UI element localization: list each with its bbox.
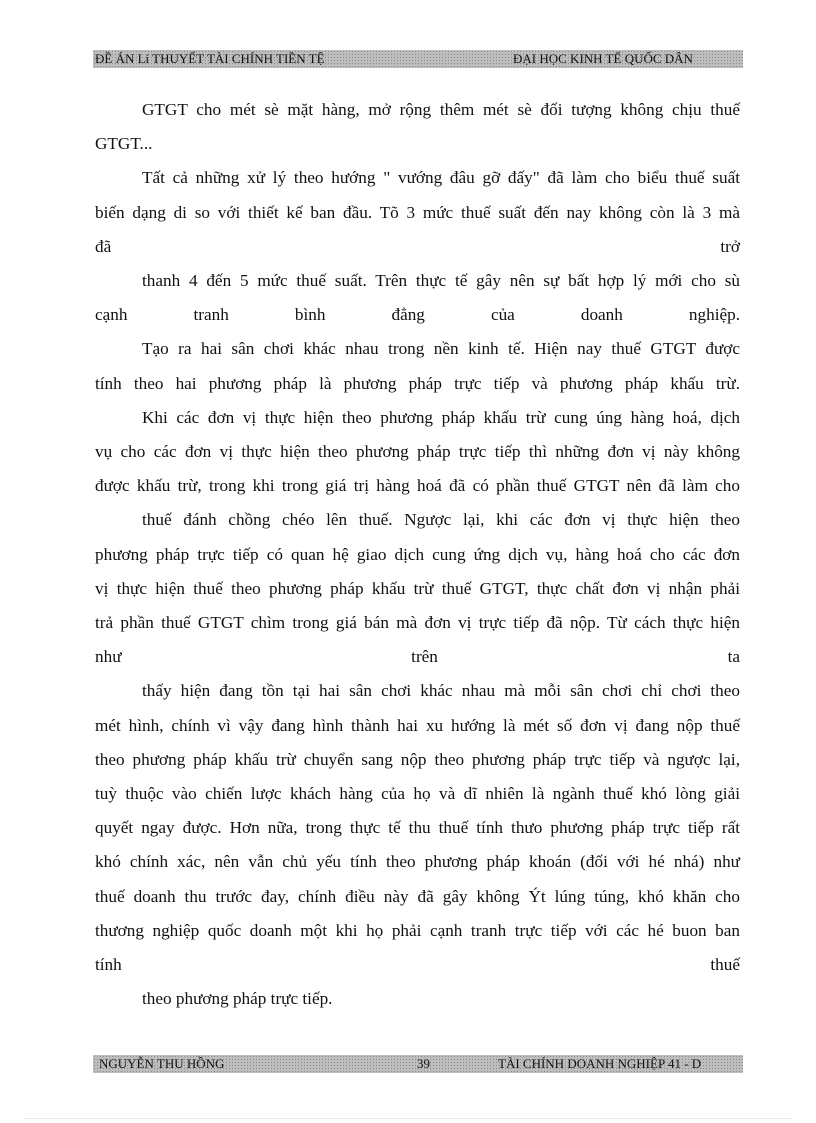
footer-author: NGUYỄN THU HỒNG bbox=[99, 1056, 225, 1071]
text-line: thương nghiệp quốc doanh một khi họ phải cạnh tranh trực tiếp với các hé buon ban bbox=[95, 920, 740, 940]
text-line: phương pháp trực tiếp có quan hệ giao dịch cung ứng dịch vụ, hàng hoá cho các đơn bbox=[95, 544, 740, 564]
text-line: GTGT... bbox=[95, 134, 153, 154]
text-line: theo phương pháp khấu trừ chuyển sang nộp theo phương pháp trực tiếp và ngược lại, bbox=[95, 749, 740, 769]
text-line: đã trở bbox=[95, 236, 740, 256]
page-edge bbox=[25, 1118, 791, 1119]
text-line: Khi các đơn vị thực hiện theo phương pháp khấu trừ cung úng hàng hoá, dịch bbox=[142, 407, 740, 427]
header-document-title: ĐỀ ÁN Lí THUYẾT TÀI CHÍNH TIỀN TỆ bbox=[95, 51, 325, 66]
text-line: biến dạng di so với thiết kế ban đầu. Tõ 3 mức thuế suất đến nay không còn là 3 mà bbox=[95, 202, 740, 222]
text-line: khó chính xác, nên vẫn chủ yếu tính theo phương pháp khoán (đối với hé nhá) như bbox=[95, 852, 740, 872]
text-line: vụ cho các đơn vị thực hiện theo phương pháp trực tiếp thì những đơn vị này không bbox=[95, 442, 740, 461]
text-line: quyết ngay được. Hơn nữa, trong thực tế thu thuế tính thưo phương pháp trực tiếp rất bbox=[95, 818, 740, 838]
text-line: Tạo ra hai sân chơi khác nhau trong nền kinh tế. Hiện nay thuế GTGT được bbox=[142, 339, 740, 359]
text-line: thấy hiện đang tồn tại hai sân chơi khác nhau mà mỗi sân chơi chỉ chơi theo bbox=[142, 681, 740, 701]
text-line: cạnh tranh bình đẳng của doanh nghiệp. bbox=[95, 305, 740, 325]
text-line: mét hình, chính vì vậy đang hình thành hai xu hướng là mét số đơn vị đang nộp thuế bbox=[95, 715, 740, 735]
footer-class: TÀI CHÍNH DOANH NGHIỆP 41 - D bbox=[498, 1056, 702, 1071]
text-line: thuế đánh chồng chéo lên thuế. Ngược lại, khi các đơn vị thực hiện theo bbox=[142, 510, 740, 530]
text-line: theo phương pháp trực tiếp. bbox=[142, 989, 333, 1009]
text-line: Tất cả những xử lý theo hướng " vướng đâu gỡ đấy" đã làm cho biểu thuế suất bbox=[142, 168, 740, 188]
text-line: thanh 4 đến 5 mức thuế suất. Trên thực tế gây nên sự bất hợp lý mới cho sù bbox=[142, 271, 740, 290]
text-line: thuế doanh thu trước đay, chính điều này đã gây không Ýt lúng túng, khó khăn cho bbox=[95, 886, 740, 906]
text-line: tính thuế bbox=[95, 955, 740, 974]
text-line: trả phần thuế GTGT chìm trong giá bán mà đơn vị trực tiếp đã nộp. Từ cách thực hiện bbox=[95, 613, 740, 632]
text-line: vị thực hiện thuế theo phương pháp khấu trừ thuế GTGT, thực chất đơn vị nhận phải bbox=[95, 578, 740, 598]
text-line: được khấu trừ, trong khi trong giá trị hàng hoá đã có phần thuế GTGT nên đã làm cho bbox=[95, 476, 740, 496]
header-university: ĐẠI HỌC KINH TẾ QUỐC DÂN bbox=[513, 51, 693, 66]
text-line: GTGT cho mét sè mặt hàng, mở rộng thêm mét sè đối tượng không chịu thuế bbox=[142, 100, 740, 119]
page-header bbox=[93, 50, 743, 68]
page-footer bbox=[93, 1055, 743, 1073]
text-line: như trên ta bbox=[95, 647, 740, 667]
page-number: 39 bbox=[417, 1056, 430, 1071]
text-line: tính theo hai phương pháp là phương pháp trực tiếp và phương pháp khấu trừ. bbox=[95, 373, 740, 393]
text-line: tuỳ thuộc vào chiến lược khách hàng của họ và dĩ nhiên là ngành thuế khó lòng giải bbox=[95, 784, 740, 803]
